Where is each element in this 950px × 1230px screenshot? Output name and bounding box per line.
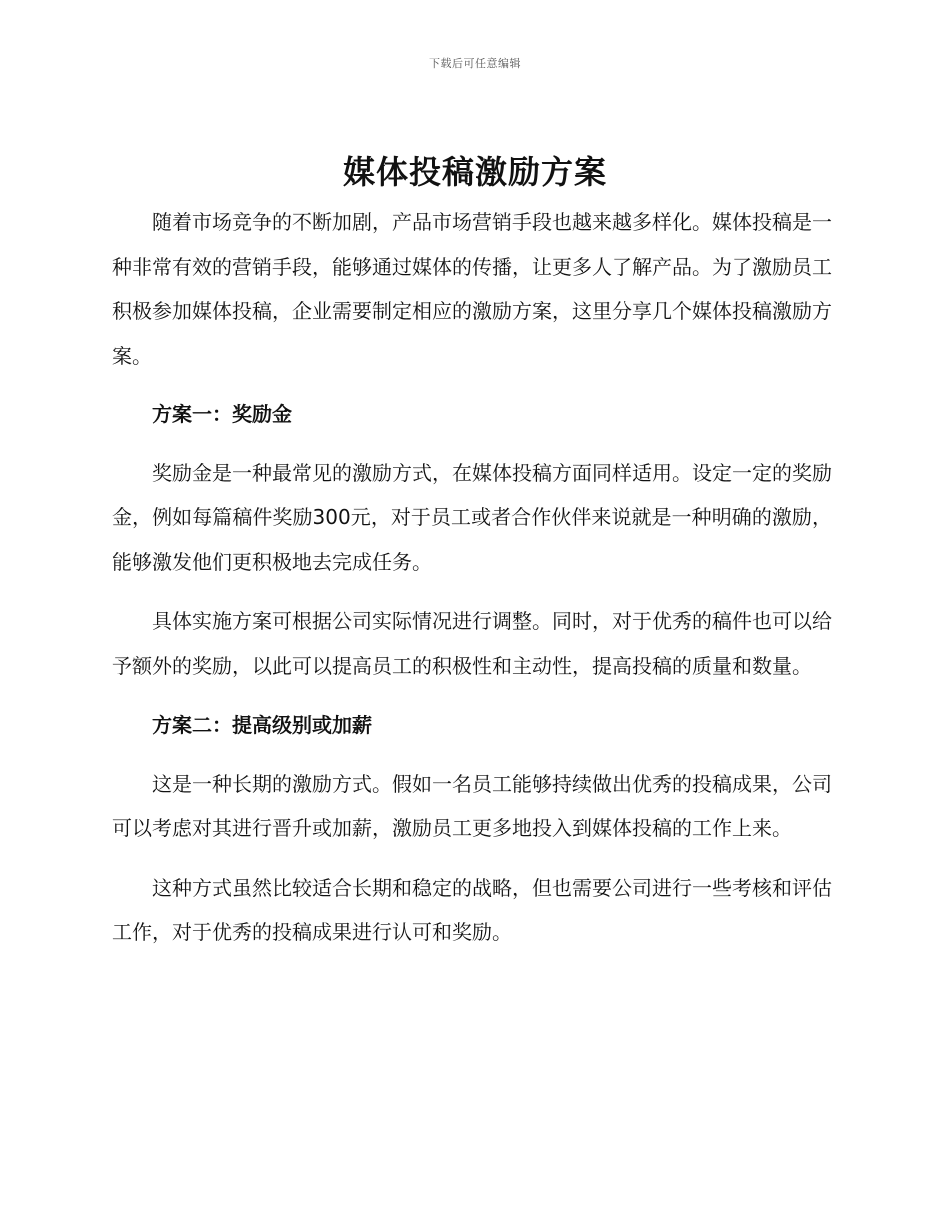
- plan2-paragraph-1: 这是一种长期的激励方式。假如一名员工能够持续做出优秀的投稿成果，公司可以考虑对其进行晋升或加薪，激励员工更多地投入到媒体投稿的工作上来。: [112, 771, 832, 840]
- header-note: 下载后可任意编辑: [429, 57, 521, 70]
- plan1-heading: 方案一：奖励金: [152, 402, 292, 426]
- document-body: [112, 200, 832, 970]
- document-title: 媒体投稿激励方案: [342, 153, 607, 191]
- plan2-heading: 方案二：提高级别或加薪: [152, 713, 372, 737]
- plan1-paragraph-2: 具体实施方案可根据公司实际情况进行调整。同时，对于优秀的稿件也可以给予额外的奖励，以此可以提高员工的积极性和主动性，提高投稿的质量和数量。: [112, 609, 832, 678]
- plan1-paragraph-1: 奖励金是一种最常见的激励方式，在媒体投稿方面同样适用。设定一定的奖励金，例如每篇稿件奖励300元，对于员工或者合作伙伴来说就是一种明确的激励，能够激发他们更积极地去完成任务。: [112, 460, 832, 574]
- intro-paragraph: 随着市场竞争的不断加剧，产品市场营销手段也越来越多样化。媒体投稿是一种非常有效的营销手段，能够通过媒体的传播，让更多人了解产品。为了激励员工积极参加媒体投稿，企业需要制定相应的激励方案，这里分享几个媒体投稿激励方案。: [112, 210, 832, 368]
- plan2-paragraph-2: 这种方式虽然比较适合长期和稳定的战略，但也需要公司进行一些考核和评估工作，对于优秀的投稿成果进行认可和奖励。: [112, 875, 832, 944]
